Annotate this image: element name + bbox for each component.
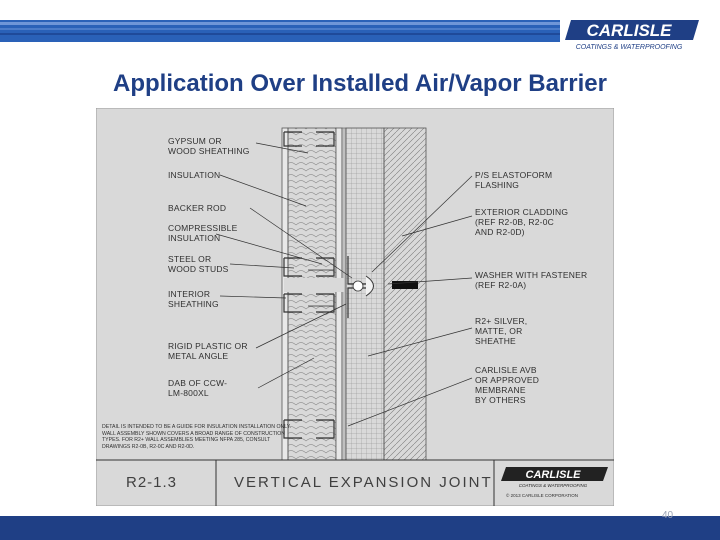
logo-tagline: COATINGS & WATERPROOFING xyxy=(575,44,683,51)
avb-membrane xyxy=(342,128,346,460)
joint-gap xyxy=(284,278,344,292)
detail-note: DETAIL IS INTENDED TO BE A GUIDE FOR INSULATION INSTALLATION ONLY. WALL ASSEMBLY SHOWN COVERS A BROAD RANGE OF CONSTRUCTION TYPES. FOR R2+ WALL ASSEMBLIES MEETING NFPA 285, CONSULT DRAWINGS R2-0B, R2-0C AND R2-0D. xyxy=(102,424,291,450)
label-dab: DAB OF CCW- LM-800XL xyxy=(168,378,228,398)
slide-title: Application Over Installed Air/Vapor Barrier xyxy=(113,70,607,97)
logo-brand: CARLISLE xyxy=(586,21,672,40)
label-backer-rod: BACKER ROD xyxy=(168,203,227,213)
tb-logo-brand: CARLISLE xyxy=(525,469,581,481)
title-block-logo xyxy=(501,466,609,488)
drawing-title: VERTICAL EXPANSION JOINT xyxy=(234,474,493,491)
label-silver: R2+ SILVER, MATTE, OR SHEATHE xyxy=(475,316,528,346)
label-washer: WASHER WITH FASTENER (REF R2-0A) xyxy=(475,270,588,290)
label-insulation: INSULATION xyxy=(168,170,221,180)
label-interior-sheathing: INTERIOR SHEATHING xyxy=(168,289,219,309)
tb-logo-tagline: COATINGS & WATERPROOFING xyxy=(518,483,588,488)
page-number: 40 xyxy=(662,510,674,521)
cad-drawing xyxy=(96,108,614,506)
exterior-sheathing xyxy=(336,128,342,460)
label-studs: STEEL OR WOOD STUDS xyxy=(168,254,229,274)
label-flashing: P/S ELASTOFORM FLASHING xyxy=(475,170,553,190)
exterior-cladding xyxy=(384,128,426,460)
drawing-number: R2-1.3 xyxy=(126,474,178,491)
copyright: © 2013 CARLISLE CORPORATION xyxy=(506,493,579,498)
label-gypsum: GYPSUM OR WOOD SHEATHING xyxy=(168,136,250,156)
carlisle-logo xyxy=(565,18,700,54)
footer-bar xyxy=(0,516,720,540)
label-cladding: EXTERIOR CLADDING (REF R2-0B, R2-0C AND R2-0D) xyxy=(475,207,569,237)
label-compressible: COMPRESSIBLE INSULATION xyxy=(168,223,238,243)
rigid-insulation xyxy=(346,128,384,460)
label-angle: RIGID PLASTIC OR METAL ANGLE xyxy=(168,341,248,361)
label-avb: CARLISLE AVB OR APPROVED MEMBRANE BY OTHERS xyxy=(475,365,540,405)
backer-rod xyxy=(353,281,363,291)
